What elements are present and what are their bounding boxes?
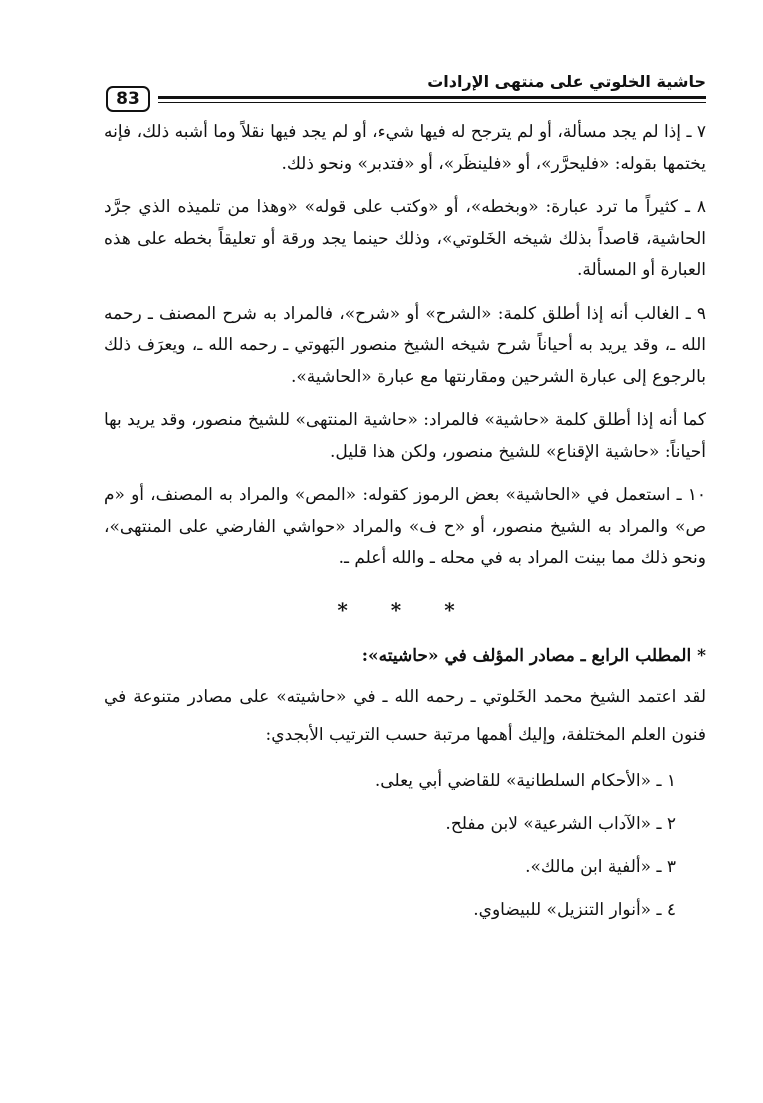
paragraph-item-9: ٩ ـ الغالب أنه إذا أطلق كلمة: «الشرح» أو «شرح»، فالمراد به شرح المصنف ـ رحمه الله ـ، وقد يريد به أحياناً شرح شيخه الشيخ منصور البَهوتي ـ رحمه الله ـ، ويعرَف ذلك بالرجوع إلى عبارة الشرحين ومقارنتها مع عبارة «الحاشية». bbox=[104, 303, 706, 387]
sources-list bbox=[104, 760, 706, 932]
paragraph-item-7: ٧ ـ إذا لم يجد مسألة، أو لم يترجح له فيها شيء، أو لم يجد فيها نقلاً وما أشبه ذلك، فإنه يختمها بقوله: «فليحرَّر»، أو «فلينظَر»، أو «فتدبر» ونحو ذلك. bbox=[104, 122, 706, 174]
section-separator: * * * bbox=[337, 597, 473, 622]
paragraph-item-8: ٨ ـ كثيراً ما ترد عبارة: «وبخطه»، أو «وكتب على قوله» «وهذا من تلميذه الذي جرَّد الحاشية، قاصداً بذلك شيخه الخَلوتي»، وذلك حينما يجد ورقة أو تعليقاً بخطه على هذه العبارة أو المسألة. bbox=[104, 197, 706, 280]
header-rule-thin bbox=[158, 102, 706, 103]
list-item: ٣ ـ «ألفية ابن مالك». bbox=[525, 856, 676, 877]
list-item: ٢ ـ «الآداب الشرعية» لابن مفلح. bbox=[445, 813, 676, 834]
paragraph-hashiya-note: كما أنه إذا أطلق كلمة «حاشية» فالمراد: «حاشية المنتهى» للشيخ منصور، وقد يريد بها أحياناً: «حاشية الإقناع» للشيخ منصور، ولكن هذا قليل. bbox=[104, 410, 706, 462]
page-header bbox=[106, 70, 706, 110]
paragraph-item-10: ١٠ ـ استعمل في «الحاشية» بعض الرموز كقوله: «المص» والمراد به المصنف، أو «م ص» والمراد به الشيخ منصور، أو «ح ف» والمراد «حواشي الفارضي على المنتهى»، ونحو ذلك مما بينت المراد به في محله ـ والله أعلم ـ. bbox=[104, 485, 706, 568]
running-title: حاشية الخلوتي على منتهى الإرادات bbox=[427, 72, 706, 91]
section-heading: * المطلب الرابع ـ مصادر المؤلف في «حاشيته»: bbox=[361, 645, 706, 666]
header-rule-thick bbox=[158, 96, 706, 99]
page-body bbox=[104, 117, 706, 932]
list-item: ٤ ـ «أنوار التنزيل» للبيضاوي. bbox=[473, 899, 676, 920]
page-number: 83 bbox=[106, 86, 150, 112]
section-intro: لقد اعتمد الشيخ محمد الخَلوتي ـ رحمه الله ـ في «حاشيته» على مصادر متنوعة في فنون العلم المختلفة، وإليك أهمها مرتبة حسب الترتيب الأبجدي: bbox=[104, 686, 706, 745]
list-item: ١ ـ «الأحكام السلطانية» للقاضي أبي يعلى. bbox=[374, 770, 676, 791]
